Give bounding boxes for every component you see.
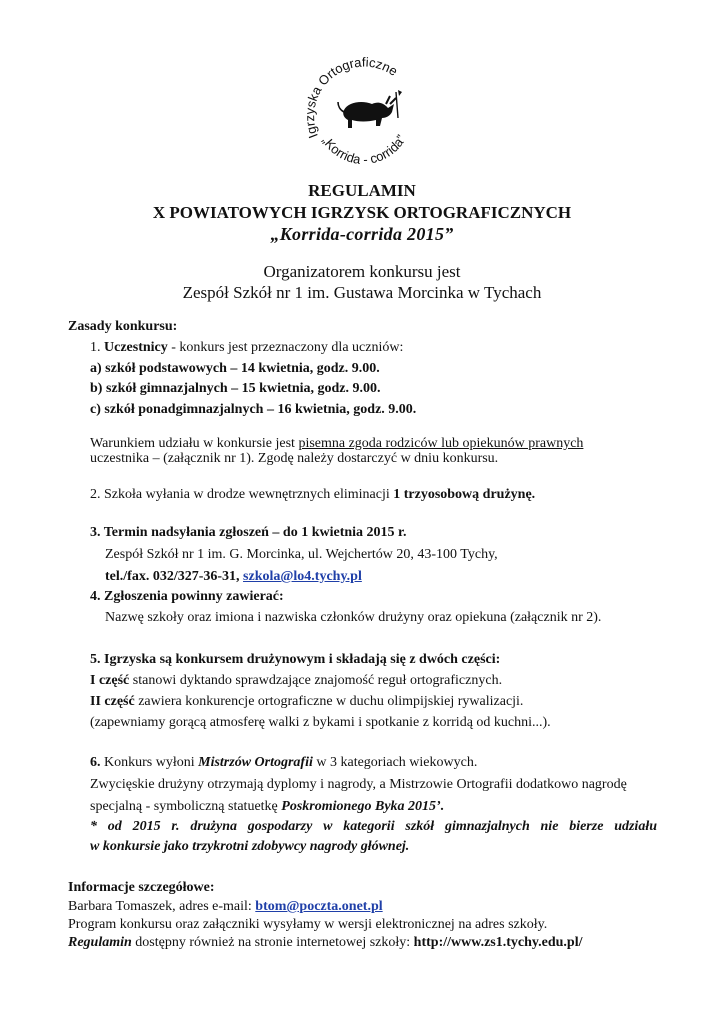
rule-3-heading: 3. Termin nadsyłania zgłoszeń – do 1 kwietnia 2015 r.	[90, 525, 407, 540]
contact-email-link[interactable]: btom@poczta.onet.pl	[255, 899, 383, 914]
rule-1-bold: Uczestnicy	[104, 340, 168, 355]
rule-1	[90, 339, 403, 357]
info-regulations	[68, 934, 582, 952]
rule-6-line-2: Zwycięskie drużyny otrzymają dyplomy i nagrody, a Mistrzowie Ortografii dodatkowo nagrodę	[90, 777, 627, 792]
part-1-text: stanowi dyktando sprawdzające znajomość reguł ortograficznych.	[129, 673, 503, 688]
phone-text: tel./fax. 032/327-36-31,	[105, 569, 244, 584]
condition-line-2: uczestnika – (załącznik nr 1). Zgodę należy dostarczyć w dniu konkursu.	[90, 451, 499, 466]
school-website-url[interactable]: http://www.zs1.tychy.edu.pl/	[413, 935, 583, 950]
regulations-word: Regulamin	[68, 935, 132, 950]
contact-text: Barbara Tomaszek, adres e-mail:	[68, 899, 256, 914]
condition-underlined: pisemna zgoda rodziców lub opiekunów prawnych	[298, 436, 584, 451]
rule-6-footnote-line-2: w konkursie jako trzykrotni zdobywcy nagrody głównej.	[90, 839, 410, 854]
rule-6-number: 6.	[90, 755, 101, 770]
rule-2	[90, 486, 535, 504]
rule-5-heading: 5. Igrzyska są konkursem drużynowym i składają się z dwóch części:	[90, 652, 501, 667]
school-address: Zespół Szkół nr 1 im. G. Morcinka, ul. Wejchertów 20, 43-100 Tychy,	[105, 547, 498, 562]
logo-arc-text-bottom: „Korrida - corrida”	[319, 132, 409, 167]
rule-5-note: (zapewniamy gorącą atmosferę walki z bykami i spotkanie z korridą od kuchni...).	[90, 715, 551, 730]
rule-1-text: - konkurs jest przeznaczony dla uczniów:	[167, 340, 404, 355]
document-subtitle: X POWIATOWYCH IGRZYSK ORTOGRAFICZNYCH	[152, 203, 572, 222]
condition-text: Warunkiem udziału w konkursie jest	[90, 436, 299, 451]
regulations-text: dostępny również na stronie internetowej szkoły:	[131, 935, 414, 950]
organizer-line-2: Zespół Szkół nr 1 im. Gustawa Morcinka w Tychach	[182, 283, 542, 302]
organizer-line-1: Organizatorem konkursu jest	[263, 262, 461, 281]
svg-text:„Korrida - corrida”	[319, 132, 408, 167]
part-2-label: II część	[90, 694, 135, 709]
rule-6-rest: w 3 kategoriach wiekowych.	[312, 755, 478, 770]
info-heading: Informacje szczegółowe:	[68, 880, 215, 895]
footnote-text-1: * od 2015 r. drużyna gospodarzy w kategorii szkół gimnazjalnych nie bierze udziału	[90, 819, 657, 834]
document-title: REGULAMIN	[308, 181, 416, 200]
school-category-a: a) szkół podstawowych – 14 kwietnia, godz. 9.00.	[90, 361, 380, 376]
part-1-label: I część	[90, 673, 130, 688]
rule-2-bold: 1 trzyosobową drużynę.	[393, 487, 536, 502]
rule-1-number: 1.	[90, 340, 104, 355]
rule-4-heading: 4. Zgłoszenia powinny zawierać:	[90, 589, 284, 604]
school-category-c: c) szkół ponadgimnazjalnych – 16 kwietnia, godz. 9.00.	[90, 402, 417, 417]
event-name: „Korrida-corrida 2015”	[270, 224, 454, 244]
rule-6-text: Konkurs wyłoni	[100, 755, 199, 770]
statuette-name: Poskromionego Byka 2015’.	[281, 799, 445, 814]
bull-icon	[338, 90, 402, 128]
rules-heading: Zasady konkursu:	[68, 319, 178, 334]
rule-2-text: 2. Szkoła wyłania w drodze wewnętrznych eliminacji	[90, 487, 394, 502]
rule-5-part-2	[90, 693, 523, 711]
part-2-text: zawiera konkurencje ortograficzne w duchu olimpijskiej rywalizacji.	[134, 694, 524, 709]
info-program: Program konkursu oraz załączniki wysyłamy w wersji elektronicznej na adres szkoły.	[68, 917, 548, 932]
rule-6-footnote-line-1	[90, 817, 657, 836]
logo-arc-text-top: Igrzyska Ortograficzne	[301, 54, 401, 141]
rule-6	[90, 754, 477, 772]
rule-6-line-3-text: specjalną - symboliczną statuetkę	[90, 799, 282, 814]
contact-phone	[105, 568, 362, 586]
event-logo	[296, 44, 432, 180]
info-contact	[68, 898, 383, 916]
rule-4-text: Nazwę szkoły oraz imiona i nazwiska członków drużyny oraz opiekuna (załącznik nr 2).	[105, 610, 602, 625]
rule-6-line-3	[90, 798, 444, 816]
school-email-link[interactable]: szkola@lo4.tychy.pl	[243, 569, 362, 584]
school-category-b: b) szkół gimnazjalnych – 15 kwietnia, godz. 9.00.	[90, 381, 381, 396]
rule-5-part-1	[90, 672, 502, 690]
rule-6-title: Mistrzów Ortografii	[198, 755, 313, 770]
